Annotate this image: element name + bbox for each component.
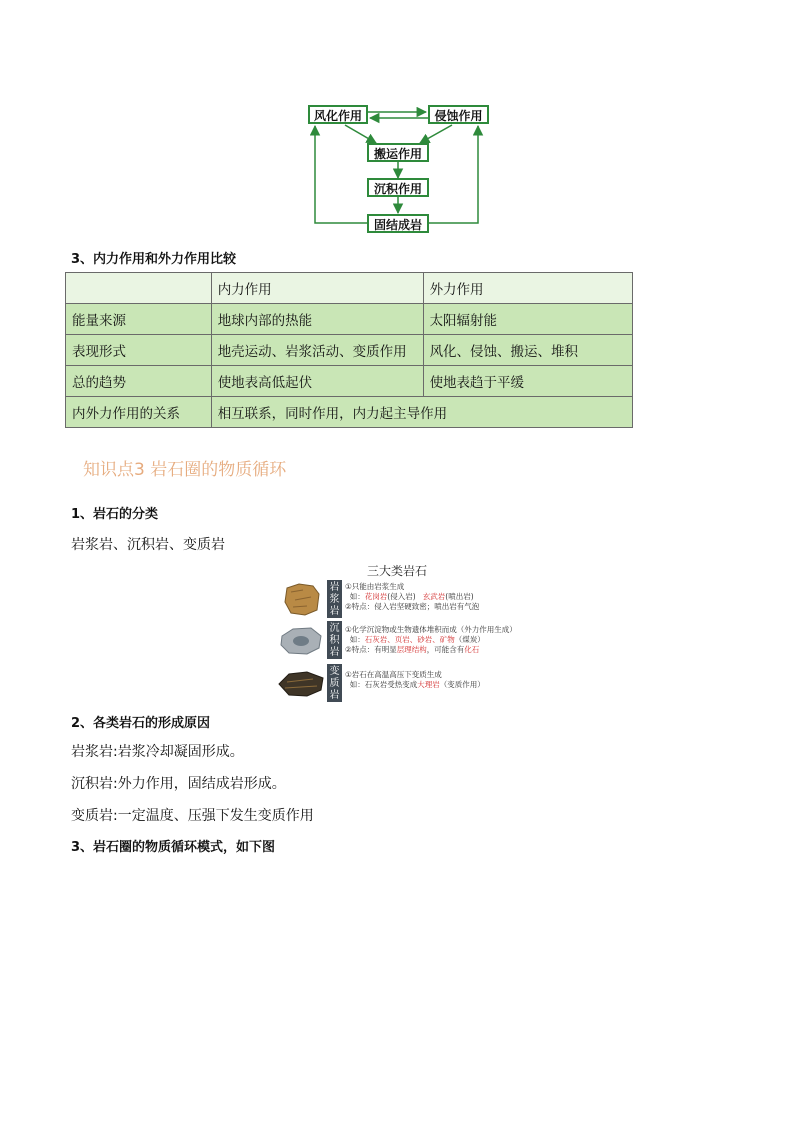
- force-comparison-table: [65, 272, 633, 428]
- table-cell: 相互联系，同时作用，内力起主导作用: [211, 397, 632, 428]
- igneous-desc: ①只能由岩浆生成 如：花岗岩(侵入岩) 玄武岩(喷出岩) ②特点：侵入岩坚硬致密；喷出岩有气泡: [345, 582, 480, 611]
- table-row: [66, 304, 633, 335]
- knowledge-point-title: 知识点3 岩石圈的物质循环: [83, 460, 287, 480]
- formation-line-igneous: 岩浆岩:岩浆冷却凝固形成。: [71, 744, 244, 760]
- table-cell: 内外力作用的关系: [66, 397, 212, 428]
- formation-line-sedimentary: 沉积岩:外力作用，固结成岩形成。: [71, 776, 286, 792]
- table-row: [66, 397, 633, 428]
- erosion-box: 侵蚀作用: [428, 105, 489, 124]
- rock-classification-text: 岩浆岩、沉积岩、变质岩: [71, 537, 225, 553]
- rock-figure-title: 三大类岩石: [367, 564, 428, 578]
- metamorphic-label: 变 质 岩: [327, 664, 342, 702]
- table-cell: 能量来源: [66, 304, 212, 335]
- igneous-label: 岩 浆 岩: [327, 580, 342, 618]
- metamorphic-rock-image: [277, 670, 325, 698]
- diagram-arrows: [0, 0, 794, 240]
- table-cell: 地球内部的热能: [211, 304, 423, 335]
- rock-classification-heading: 1、岩石的分类: [71, 507, 159, 522]
- sedimentary-rock-image: [279, 626, 323, 656]
- cycle-heading: 3、岩石圈的物质循环模式，如下图: [71, 840, 276, 855]
- table-cell: 总的趋势: [66, 366, 212, 397]
- table-header-cell: 外力作用: [423, 273, 632, 304]
- rock-types-figure: [275, 558, 525, 708]
- table-cell: 太阳辐射能: [423, 304, 632, 335]
- transport-box: 搬运作用: [367, 143, 429, 162]
- table-cell: 地壳运动、岩浆活动、变质作用: [211, 335, 423, 366]
- table-header-row: [66, 273, 633, 304]
- table-cell: 风化、侵蚀、搬运、堆积: [423, 335, 632, 366]
- table-cell: 使地表高低起伏: [211, 366, 423, 397]
- section3-heading: 3、内力作用和外力作用比较: [71, 252, 237, 267]
- formation-line-metamorphic: 变质岩:一定温度、压强下发生变质作用: [71, 808, 314, 824]
- metamorphic-desc: ①岩石在高温高压下变质生成 如：石灰岩受热变成大理岩（变质作用）: [345, 670, 485, 689]
- consolidation-box: 固结成岩: [367, 214, 429, 233]
- sedimentary-label: 沉 积 岩: [327, 621, 342, 659]
- table-header-cell: [66, 273, 212, 304]
- table-row: [66, 335, 633, 366]
- table-cell: 使地表趋于平缓: [423, 366, 632, 397]
- weathering-box: 风化作用: [308, 105, 368, 124]
- deposition-box: 沉积作用: [367, 178, 429, 197]
- table-cell: 表现形式: [66, 335, 212, 366]
- igneous-rock-image: [283, 582, 321, 616]
- sedimentary-desc: ①化学沉淀物或生物遗体堆积而成（外力作用生成） 如：石灰岩、页岩、砂岩、矿物（煤炭） ②特点：有明显层理结构，可能含有化石: [345, 625, 517, 654]
- table-row: [66, 366, 633, 397]
- table-header-cell: 内力作用: [211, 273, 423, 304]
- formation-heading: 2、各类岩石的形成原因: [71, 716, 211, 731]
